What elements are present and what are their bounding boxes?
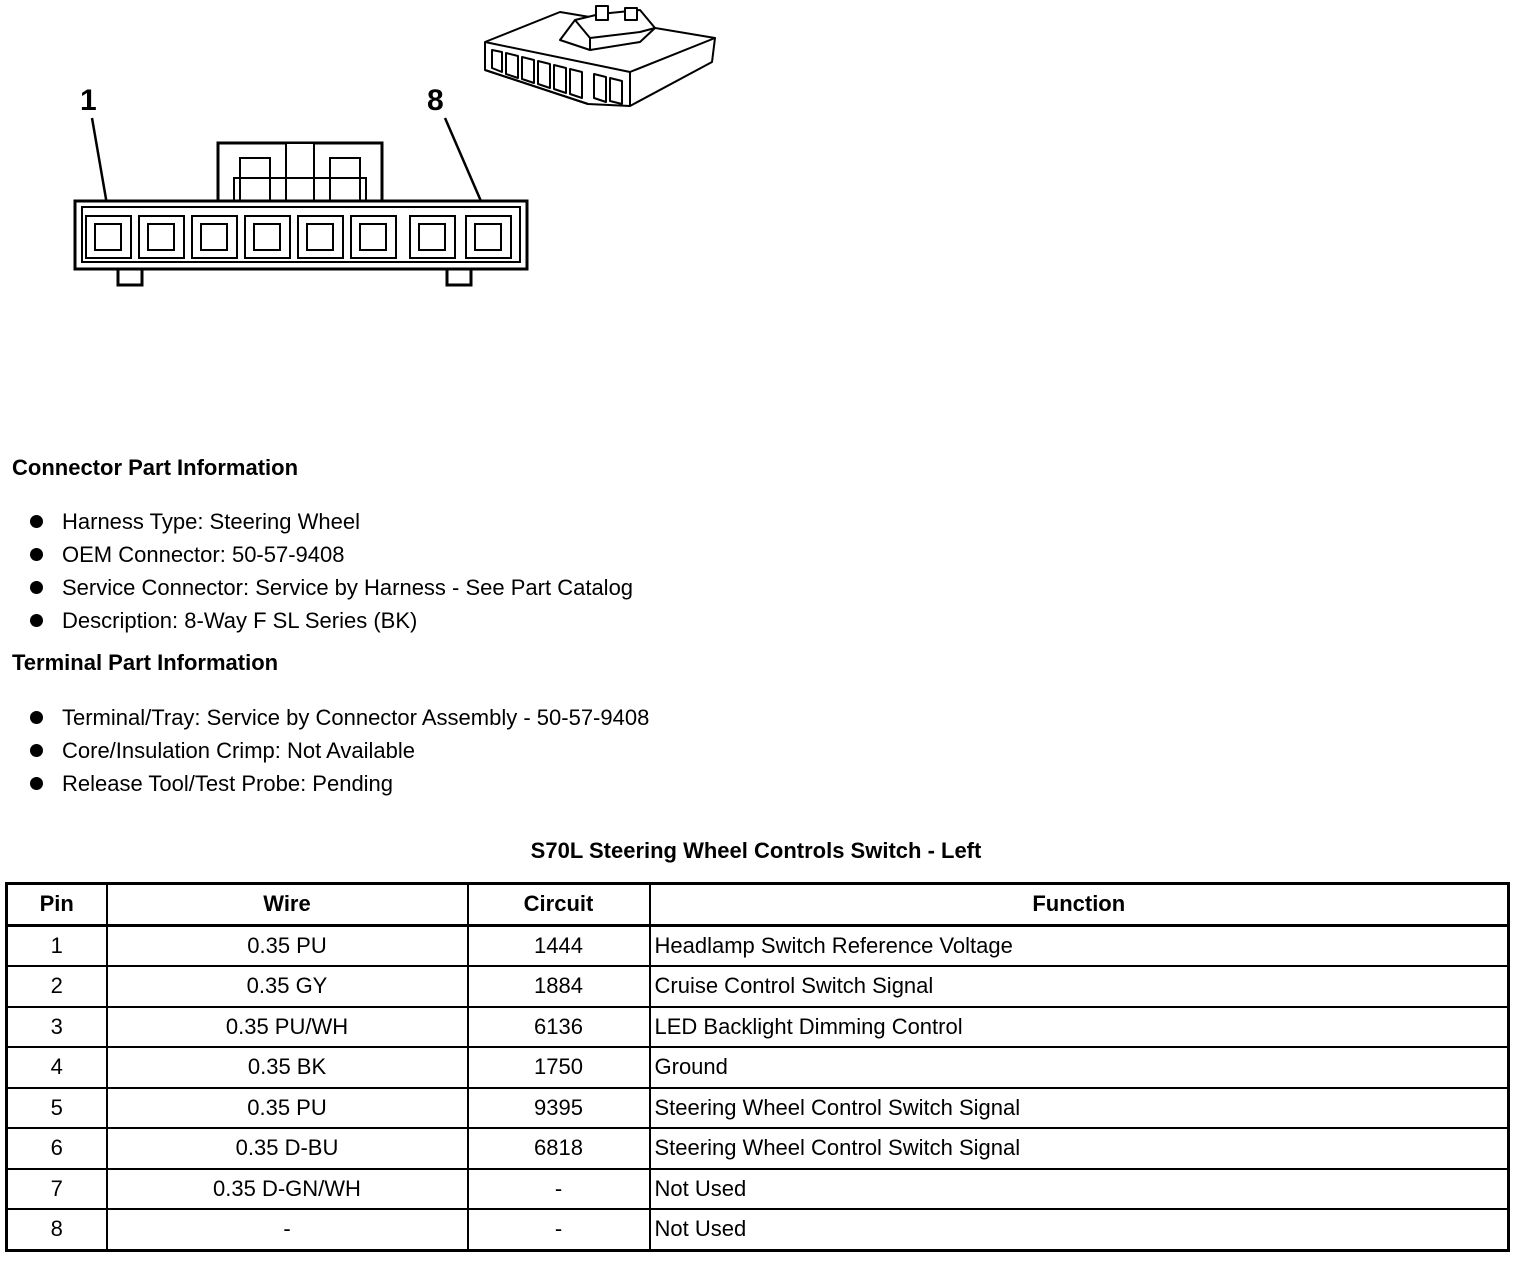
function-cell: Ground [650,1047,1509,1088]
connector-info-heading: Connector Part Information [12,455,299,480]
connector-diagram [0,0,760,320]
wire-cell: 0.35 PU/WH [107,1007,468,1048]
pin-cell: 3 [7,1007,107,1048]
circuit-cell: - [468,1209,650,1250]
pin-cell: 7 [7,1169,107,1210]
table-row [7,1088,1509,1129]
bullet-icon [30,777,43,790]
table-row [7,1209,1509,1250]
bullet-icon [30,614,43,627]
table-row [7,1128,1509,1169]
connector-front-view [75,143,527,285]
table-row [7,1007,1509,1048]
table-row [7,1169,1509,1210]
circuit-cell: 6136 [468,1007,650,1048]
connector-iso-view [485,6,715,106]
function-cell: Not Used [650,1169,1509,1210]
wire-cell: - [107,1209,468,1250]
pin-cell: 4 [7,1047,107,1088]
wire-cell: 0.35 GY [107,966,468,1007]
pin-cell: 5 [7,1088,107,1129]
pin-8-callout: 8 [427,84,444,117]
wire-cell: 0.35 D-GN/WH [107,1169,468,1210]
list-item-text: Core/Insulation Crimp: Not Available [62,738,415,763]
circuit-cell: 1444 [468,925,650,966]
pin-column-header: Pin [7,884,107,926]
list-item [28,604,633,637]
list-item-text: Service Connector: Service by Harness - See Part Catalog [62,575,634,600]
list-item [28,505,633,538]
terminal-info-heading: Terminal Part Information [12,650,279,675]
function-cell: Steering Wheel Control Switch Signal [650,1088,1509,1129]
circuit-cell: 1884 [468,966,650,1007]
circuit-cell: - [468,1169,650,1210]
circuit-cell: 6818 [468,1128,650,1169]
table-row [7,1047,1509,1088]
bullet-icon [30,515,43,528]
list-item-text: Terminal/Tray: Service by Connector Assembly - 50-57-9408 [62,705,650,730]
list-item [28,767,649,800]
pinout-table [5,882,1510,1252]
wire-cell: 0.35 PU [107,1088,468,1129]
wire-cell: 0.35 D-BU [107,1128,468,1169]
list-item [28,701,649,734]
pin-cell: 1 [7,925,107,966]
pin-1-callout: 1 [80,84,97,117]
list-item-text: Harness Type: Steering Wheel [62,509,360,534]
function-cell: LED Backlight Dimming Control [650,1007,1509,1048]
list-item-text: Description: 8-Way F SL Series (BK) [62,608,418,633]
function-cell: Not Used [650,1209,1509,1250]
list-item-text: OEM Connector: 50-57-9408 [62,542,345,567]
table-row [7,966,1509,1007]
list-item [28,571,633,604]
wire-cell: 0.35 BK [107,1047,468,1088]
terminal-info-list [28,701,649,800]
pin-cell: 8 [7,1209,107,1250]
table-header-row [7,884,1509,926]
bullet-icon [30,711,43,724]
wire-cell: 0.35 PU [107,925,468,966]
circuit-cell: 9395 [468,1088,650,1129]
list-item [28,538,633,571]
list-item-text: Release Tool/Test Probe: Pending [62,771,394,796]
bullet-icon [30,548,43,561]
wire-column-header: Wire [107,884,468,926]
table-title: S70L Steering Wheel Controls Switch - Left [530,838,982,863]
bullet-icon [30,581,43,594]
circuit-column-header: Circuit [468,884,650,926]
circuit-cell: 1750 [468,1047,650,1088]
connector-info-list [28,505,633,637]
function-cell: Steering Wheel Control Switch Signal [650,1128,1509,1169]
pin-cell: 6 [7,1128,107,1169]
pin-cell: 2 [7,966,107,1007]
list-item [28,734,649,767]
function-cell: Headlamp Switch Reference Voltage [650,925,1509,966]
function-cell: Cruise Control Switch Signal [650,966,1509,1007]
function-column-header: Function [650,884,1509,926]
table-row [7,925,1509,966]
bullet-icon [30,744,43,757]
